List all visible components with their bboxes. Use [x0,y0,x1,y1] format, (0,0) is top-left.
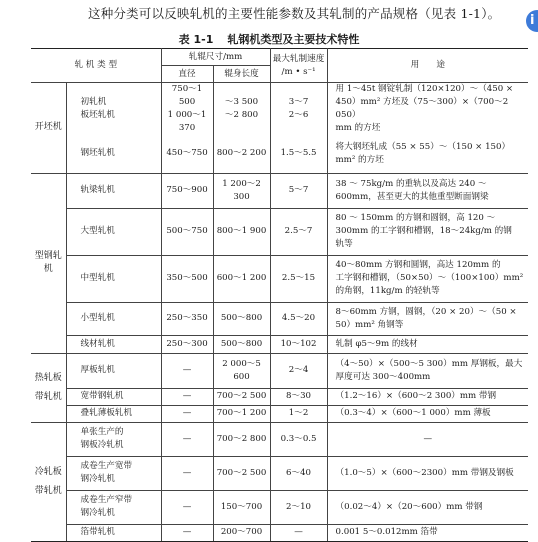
diameter-cell: 750～1 500 1 000～1 370 [161,83,213,136]
speed-cell: 5～7 [270,173,327,208]
length-cell: 700～2 800 [213,422,270,456]
length-cell: 700～2 500 [213,456,270,490]
length-cell: 200～700 [213,524,270,541]
table-row [31,422,528,456]
table-row [31,388,528,405]
length-cell: 150～700 [213,490,270,524]
table-row [31,353,528,388]
length-cell: 800～2 200 [213,135,270,173]
mill-name: 初轧机 板坯轧机 [66,83,161,136]
table-number: 表 1-1 [178,33,214,46]
speed-cell: — [270,524,327,541]
diameter-cell: — [161,490,213,524]
usage-cell: 40～80mm 方钢和圆钢，高达 120mm 的 工字钢和槽钢，（50×50）～（100×100）mm² 的角钢，11kg/m 的轻轨等 [327,255,528,302]
group-blooming: 开坯机 [31,83,66,174]
mill-name: 箔带轧机 [66,524,161,541]
usage-cell: 用 1～45t 钢锭轧制（120×120）～（450 × 450）mm² 方坯及（75～300）×（700～2 050） mm 的方坯 [327,83,528,136]
length-cell: 500～800 [213,335,270,353]
length-cell: 2 000～5 600 [213,353,270,388]
intro-paragraph: 这种分类可以反映轧机的主要性能参数及其轧制的产品规格（见表 1-1）。 [88,6,501,21]
table-row [31,405,528,422]
info-badge-icon[interactable]: i [526,10,538,32]
group-section: 型钢轧机 [31,173,66,353]
header-mill-type: 轧 机 类 型 [31,49,161,83]
usage-cell: （1.2～16）×（600～2 300）mm 带钢 [327,388,528,405]
table-row [31,302,528,335]
speed-cell: 10～102 [270,335,327,353]
header-diameter: 直径 [161,66,213,83]
diameter-cell: 250～350 [161,302,213,335]
mill-name: 成卷生产宽带 钢冷轧机 [66,456,161,490]
table-row [31,490,528,524]
header-roll-size: 轧辊尺寸/mm [161,49,270,66]
table-row [31,208,528,255]
table-row [31,524,528,541]
speed-cell: 8～30 [270,388,327,405]
diameter-cell: — [161,405,213,422]
usage-cell: 轧制 φ5～9m 的线材 [327,335,528,353]
usage-cell: 将大钢坯轧成（55 × 55）～（150 × 150） mm² 的方坯 [327,135,528,173]
diameter-cell: 500～750 [161,208,213,255]
group-hot-strip: 热轧板 带轧机 [31,353,66,422]
table-caption [0,31,538,47]
header-max-speed: 最大轧制速度 /m • s⁻¹ [270,49,327,83]
speed-cell: 2.5～7 [270,208,327,255]
diameter-cell: — [161,456,213,490]
usage-cell: — [327,422,528,456]
length-cell: 500～800 [213,302,270,335]
diameter-cell: — [161,422,213,456]
table-row [31,255,528,302]
diameter-cell: 250～300 [161,335,213,353]
mill-name: 大型轧机 [66,208,161,255]
usage-cell: （1.0～5）×（600～2300）mm 带钢及钢板 [327,456,528,490]
group-cold-strip: 冷轧板 带轧机 [31,422,66,541]
length-cell: 800～1 900 [213,208,270,255]
usage-cell: （0.3～4）×（600～1 000）mm 薄板 [327,405,528,422]
mill-name: 厚板轧机 [66,353,161,388]
table-row [31,456,528,490]
mill-name: 钢坯轧机 [66,135,161,173]
diameter-cell: 350～500 [161,255,213,302]
speed-cell: 2.5～15 [270,255,327,302]
diameter-cell: 450～750 [161,135,213,173]
mill-name: 成卷生产窄带 钢冷轧机 [66,490,161,524]
usage-cell: （0.02～4）×（20～600）mm 带钢 [327,490,528,524]
usage-cell: 8～60mm 方钢，圆钢，（20 × 20）～（50 × 50）mm² 角钢等 [327,302,528,335]
mill-name: 单张生产的 钢板冷轧机 [66,422,161,456]
mill-name: 中型轧机 [66,255,161,302]
length-cell: ～3 500 ～2 800 [213,83,270,136]
diameter-cell: — [161,353,213,388]
table-row [31,83,528,136]
diameter-cell: — [161,524,213,541]
speed-cell: 1～2 [270,405,327,422]
length-cell: 600～1 200 [213,255,270,302]
speed-cell: 4.5～20 [270,302,327,335]
mill-name: 叠轧薄板轧机 [66,405,161,422]
speed-cell: 0.3～0.5 [270,422,327,456]
length-cell: 700～1 200 [213,405,270,422]
speed-cell: 1.5～5.5 [270,135,327,173]
length-cell: 700～2 500 [213,388,270,405]
table-row [31,173,528,208]
header-barrel-length: 辊身长度 [213,66,270,83]
speed-cell: 6～40 [270,456,327,490]
mill-name: 宽带钢轧机 [66,388,161,405]
mill-spec-table [31,48,528,542]
table-row [31,335,528,353]
speed-cell: 2～4 [270,353,327,388]
mill-name: 轨梁轧机 [66,173,161,208]
usage-cell: （4～50）×（500～5 300）mm 厚钢板，最大 厚度可达 300～400mm [327,353,528,388]
diameter-cell: 750～900 [161,173,213,208]
mill-name: 小型轧机 [66,302,161,335]
mill-name: 线材轧机 [66,335,161,353]
table-title: 轧钢机类型及主要技术特性 [227,33,360,46]
usage-cell: 80 ～ 150mm 的方钢和圆钢，高 120 ～ 300mm 的工字钢和槽钢，18～24kg/m 的钢 轨等 [327,208,528,255]
speed-cell: 3～7 2～6 [270,83,327,136]
usage-cell: 0.001 5～0.012mm 箔带 [327,524,528,541]
speed-cell: 2～10 [270,490,327,524]
usage-cell: 38 ～ 75kg/m 的重轨以及高达 240 ～ 600mm，甚至更大的其他重型断面钢梁 [327,173,528,208]
length-cell: 1 200～2 300 [213,173,270,208]
diameter-cell: — [161,388,213,405]
header-usage: 用 途 [327,49,528,83]
table-row [31,135,528,173]
